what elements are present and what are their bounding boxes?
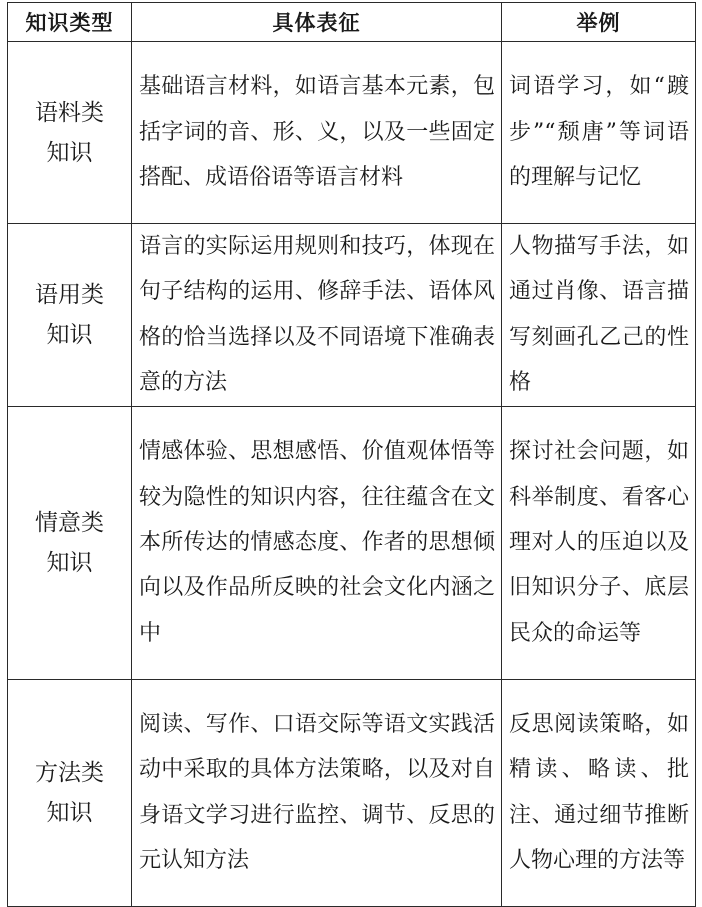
knowledge-type-label: 知识 bbox=[46, 549, 93, 576]
header-example: 举例 bbox=[502, 3, 696, 42]
knowledge-type-label: 语用类 bbox=[35, 281, 104, 308]
knowledge-type-cell bbox=[8, 679, 132, 906]
example-cell: 人物描写手法，如通过肖像、语言描写刻画孔乙己的性格 bbox=[502, 224, 696, 407]
table-header-row bbox=[8, 3, 696, 42]
example-cell: 词语学习，如“踱步”“颓唐”等词语的理解与记忆 bbox=[502, 42, 696, 224]
table-row bbox=[8, 42, 696, 224]
feature-cell: 情感体验、思想感悟、价值观体悟等较为隐性的知识内容，往往蕴含在文本所传达的情感态度、作者的思想倾向以及作品所反映的社会文化内涵之中 bbox=[132, 406, 502, 679]
knowledge-type-label: 语料类 bbox=[35, 99, 104, 126]
example-cell: 探讨社会问题，如科举制度、看客心理对人的压迫以及旧知识分子、底层民众的命运等 bbox=[502, 406, 696, 679]
header-knowledge-type: 知识类型 bbox=[8, 3, 132, 42]
header-feature: 具体表征 bbox=[132, 3, 502, 42]
knowledge-type-label: 知识 bbox=[46, 799, 93, 826]
table-row bbox=[8, 224, 696, 407]
feature-cell: 基础语言材料，如语言基本元素，包括字词的音、形、义，以及一些固定搭配、成语俗语等语言材料 bbox=[132, 42, 502, 224]
feature-cell: 语言的实际运用规则和技巧，体现在句子结构的运用、修辞手法、语体风格的恰当选择以及不同语境下准确表意的方法 bbox=[132, 224, 502, 407]
knowledge-type-cell bbox=[8, 224, 132, 407]
example-cell: 反思阅读策略，如精读、略读、批注、通过细节推断人物心理的方法等 bbox=[502, 679, 696, 906]
table-row bbox=[8, 679, 696, 906]
knowledge-type-label: 情意类 bbox=[35, 509, 104, 536]
knowledge-type-cell bbox=[8, 406, 132, 679]
knowledge-type-label: 知识 bbox=[46, 321, 93, 348]
feature-cell: 阅读、写作、口语交际等语文实践活动中采取的具体方法策略，以及对自身语文学习进行监控、调节、反思的元认知方法 bbox=[132, 679, 502, 906]
knowledge-type-label: 知识 bbox=[46, 139, 93, 166]
knowledge-types-table bbox=[7, 2, 696, 907]
knowledge-type-cell bbox=[8, 42, 132, 224]
table-row bbox=[8, 406, 696, 679]
knowledge-type-label: 方法类 bbox=[35, 759, 104, 786]
